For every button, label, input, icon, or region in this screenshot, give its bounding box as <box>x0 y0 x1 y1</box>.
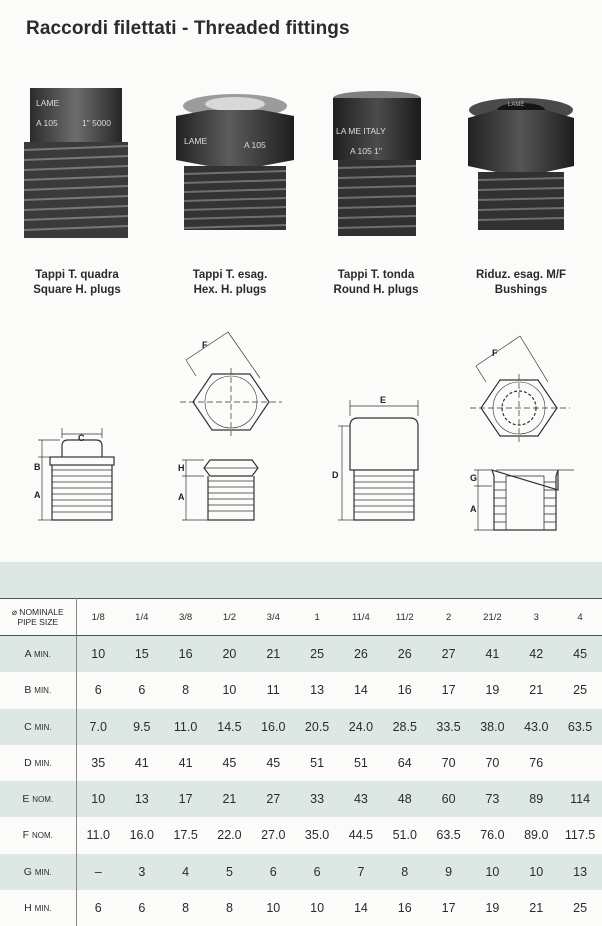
table-cell: 8 <box>383 854 427 890</box>
table-cell: 6 <box>76 672 120 708</box>
table-cell: 26 <box>383 636 427 673</box>
table-cell: 11.0 <box>164 709 208 745</box>
table-cell: 5 <box>208 854 252 890</box>
table-cell: 33 <box>295 781 339 817</box>
table-row <box>0 854 602 890</box>
table-cell: 6 <box>120 672 164 708</box>
dimension-label <box>0 817 76 853</box>
caption-bushing <box>456 268 586 298</box>
table-cell: 16.0 <box>120 817 164 853</box>
photo-marking: LAME <box>184 136 208 146</box>
table-cell: 8 <box>164 672 208 708</box>
table-cell: 20.5 <box>295 709 339 745</box>
table-cell: 24.0 <box>339 709 383 745</box>
pipe-size-header: 1/2 <box>208 599 252 636</box>
table-cell: 25 <box>558 672 602 708</box>
pipe-size-header: 3/8 <box>164 599 208 636</box>
table-cell: 21 <box>208 781 252 817</box>
caption-italian: Riduz. esag. M/F <box>475 269 567 281</box>
table-cell: 60 <box>427 781 471 817</box>
caption-hex-plug <box>165 268 295 298</box>
dimension-letter: A <box>24 648 32 661</box>
table-cell: 41 <box>471 636 515 673</box>
dimension-kind: MIN. <box>34 903 52 913</box>
table-cell: 14 <box>339 672 383 708</box>
drawing-square-plug <box>30 330 140 530</box>
table-cell: 89 <box>514 781 558 817</box>
table-cell: 21 <box>514 890 558 926</box>
table-cell: 35 <box>76 745 120 781</box>
caption-english: Square H. plugs <box>33 284 121 296</box>
dimension-letter: B <box>24 684 32 697</box>
table-cell: 10 <box>514 854 558 890</box>
dim-label-a: A <box>34 490 41 500</box>
caption-italian: Tappi T. esag. <box>192 269 268 281</box>
table-row <box>0 636 602 673</box>
table-cell: 17.5 <box>164 817 208 853</box>
table-cell: 64 <box>383 745 427 781</box>
dim-label-c: C <box>78 433 85 443</box>
table-cell: 19 <box>471 672 515 708</box>
caption-english: Hex. H. plugs <box>193 284 267 296</box>
caption-square-plug <box>12 268 142 298</box>
table-cell: 27.0 <box>251 817 295 853</box>
table-cell: 27 <box>427 636 471 673</box>
dimension-kind: MIN. <box>34 650 51 660</box>
table-row <box>0 890 602 926</box>
table-cell: 41 <box>120 745 164 781</box>
dimension-label <box>0 890 76 926</box>
dimension-kind: MIN. <box>34 867 52 877</box>
table-header-row <box>0 599 602 636</box>
dimension-label <box>0 745 76 781</box>
caption-italian: Tappi T. quadra <box>35 269 119 281</box>
dimension-letter: C <box>24 720 32 733</box>
photo-marking: A 105 <box>244 140 266 150</box>
photo-marking: LA ME ITALY <box>336 126 386 136</box>
pipe-size-header: 3 <box>514 599 558 636</box>
table-cell: – <box>76 854 120 890</box>
dimension-label <box>0 854 76 890</box>
table-cell: 45 <box>208 745 252 781</box>
table-cell: 15 <box>120 636 164 673</box>
pipe-size-header: 11/2 <box>383 599 427 636</box>
dimension-label <box>0 672 76 708</box>
dimension-kind: NOM. <box>32 795 54 805</box>
table-cell: 38.0 <box>471 709 515 745</box>
dimension-kind: NOM. <box>32 831 53 841</box>
table-cell: 25 <box>295 636 339 673</box>
table-row <box>0 709 602 745</box>
table-cell: 16 <box>383 890 427 926</box>
table-cell: 6 <box>76 890 120 926</box>
table-cell: 17 <box>164 781 208 817</box>
table-cell: 8 <box>164 890 208 926</box>
table-cell: 19 <box>471 890 515 926</box>
table-cell: 11.0 <box>76 817 120 853</box>
table-cell: 51.0 <box>383 817 427 853</box>
table-cell: 6 <box>120 890 164 926</box>
table-cell: 27 <box>251 781 295 817</box>
table-cell: 45 <box>558 636 602 673</box>
table-cell: 16 <box>383 672 427 708</box>
photo-marking: A 105 <box>36 118 58 128</box>
table-cell: 6 <box>251 854 295 890</box>
pipe-size-header: 4 <box>558 599 602 636</box>
table-cell: 28.5 <box>383 709 427 745</box>
drawing-bushing <box>466 330 586 540</box>
table-cell: 76.0 <box>471 817 515 853</box>
table-cell: 17 <box>427 672 471 708</box>
table-cell: 117.5 <box>558 817 602 853</box>
table-cell: 63.5 <box>558 709 602 745</box>
table-cell: 14.5 <box>208 709 252 745</box>
table-cell: 70 <box>427 745 471 781</box>
table-cell: 10 <box>251 890 295 926</box>
dimension-label <box>0 781 76 817</box>
table-cell: 114 <box>558 781 602 817</box>
table-cell: 70 <box>471 745 515 781</box>
table-cell: 21 <box>251 636 295 673</box>
table-cell: 16.0 <box>251 709 295 745</box>
table-cell: 9.5 <box>120 709 164 745</box>
table-cell: 4 <box>164 854 208 890</box>
dim-label-g: G <box>470 473 478 483</box>
table-cell: 8 <box>208 890 252 926</box>
table-cell: 76 <box>514 745 558 781</box>
table-cell: 10 <box>76 636 120 673</box>
dim-label-a: A <box>178 492 185 502</box>
table-cell: 89.0 <box>514 817 558 853</box>
table-cell: 10 <box>208 672 252 708</box>
table-top-band <box>0 562 602 598</box>
dim-label-a: A <box>470 504 477 514</box>
table-cell: 43 <box>339 781 383 817</box>
dim-label-f: F <box>202 340 208 350</box>
caption-italian: Tappi T. tonda <box>337 269 415 281</box>
photo-bushing <box>464 96 578 232</box>
table-cell: 42 <box>514 636 558 673</box>
table-cell: 3 <box>120 854 164 890</box>
photo-marking: 1" 5000 <box>82 118 112 128</box>
photo-marking: A 105 1" <box>350 146 382 156</box>
caption-english: Bushings <box>494 284 548 296</box>
dimension-label <box>0 709 76 745</box>
photo-marking: LAME <box>36 98 60 108</box>
pipe-size-header: 1/4 <box>120 599 164 636</box>
pipe-size-header: 21/2 <box>471 599 515 636</box>
table-cell: 7.0 <box>76 709 120 745</box>
drawing-hex-plug <box>172 330 292 530</box>
table-cell: 45 <box>251 745 295 781</box>
dimension-letter: H <box>24 901 32 914</box>
table-cell: 25 <box>558 890 602 926</box>
table-cell: 21 <box>514 672 558 708</box>
table-cell: 51 <box>295 745 339 781</box>
pipe-size-label <box>0 599 76 636</box>
table-cell: 35.0 <box>295 817 339 853</box>
table-cell: 63.5 <box>427 817 471 853</box>
pipe-size-header: 1 <box>295 599 339 636</box>
dimension-letter: E <box>22 793 30 806</box>
page-title: Raccordi filettati - Threaded fittings <box>26 18 350 39</box>
dim-label-d: D <box>332 470 339 480</box>
pipe-size-header: 2 <box>427 599 471 636</box>
table-row <box>0 745 602 781</box>
table-cell: 43.0 <box>514 709 558 745</box>
table-cell <box>558 745 602 781</box>
dimension-kind: MIN. <box>34 758 52 768</box>
table-cell: 9 <box>427 854 471 890</box>
pipe-size-header: 3/4 <box>251 599 295 636</box>
table-cell: 73 <box>471 781 515 817</box>
table-cell: 11 <box>251 672 295 708</box>
table-cell: 20 <box>208 636 252 673</box>
table-row <box>0 817 602 853</box>
caption-round-plug <box>311 268 441 298</box>
table-cell: 10 <box>76 781 120 817</box>
dimension-kind: MIN. <box>34 686 52 696</box>
table-cell: 7 <box>339 854 383 890</box>
photo-round-plug <box>328 90 426 240</box>
pipe-size-label-line1: ⌀ NOMINALE <box>11 607 64 617</box>
drawing-round-plug <box>326 330 426 530</box>
table-cell: 16 <box>164 636 208 673</box>
table-cell: 17 <box>427 890 471 926</box>
pipe-size-label-line2: PIPE SIZE <box>17 617 59 627</box>
table-cell: 14 <box>339 890 383 926</box>
table-cell: 33.5 <box>427 709 471 745</box>
table-cell: 48 <box>383 781 427 817</box>
table-cell: 22.0 <box>208 817 252 853</box>
table-cell: 41 <box>164 745 208 781</box>
table-cell: 44.5 <box>339 817 383 853</box>
table-cell: 13 <box>558 854 602 890</box>
dim-label-e: E <box>380 395 387 405</box>
dim-label-b: B <box>34 462 41 472</box>
caption-english: Round H. plugs <box>333 284 419 296</box>
dim-label-h: H <box>178 463 185 473</box>
dimension-label <box>0 636 76 673</box>
dimension-letter: G <box>23 865 32 878</box>
table-cell: 10 <box>295 890 339 926</box>
photo-marking: LAME <box>508 102 525 108</box>
photo-hex-plug <box>172 92 298 232</box>
table-row <box>0 781 602 817</box>
table-cell: 26 <box>339 636 383 673</box>
dimensions-table <box>0 598 602 926</box>
dim-label-f: F <box>492 348 498 358</box>
dimension-kind: MIN. <box>34 722 52 732</box>
table-cell: 51 <box>339 745 383 781</box>
table-cell: 13 <box>295 672 339 708</box>
table-cell: 13 <box>120 781 164 817</box>
dimension-letter: D <box>24 756 32 769</box>
pipe-size-header: 1/8 <box>76 599 120 636</box>
table-cell: 10 <box>471 854 515 890</box>
dimension-letter: F <box>22 829 30 842</box>
pipe-size-header: 11/4 <box>339 599 383 636</box>
table-cell: 6 <box>295 854 339 890</box>
table-row <box>0 672 602 708</box>
photo-square-plug <box>20 86 132 241</box>
